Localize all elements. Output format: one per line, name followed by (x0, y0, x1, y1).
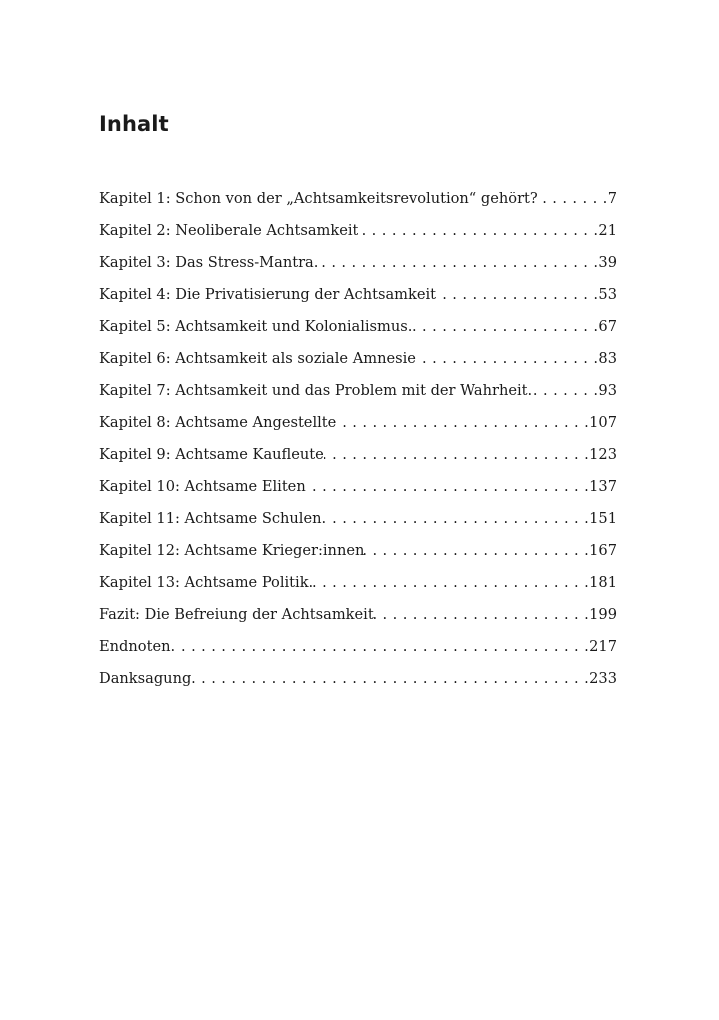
toc-dot-leader (538, 192, 608, 207)
toc-entry-page-number: 83 (598, 349, 617, 367)
toc-entry[interactable] (99, 398, 617, 430)
toc-entry-title: Endnoten. (99, 639, 176, 655)
toc-entry[interactable] (99, 238, 617, 270)
toc-entry-page-number: 217 (589, 637, 617, 655)
toc-dot-leader (191, 672, 589, 687)
toc-entry-page-number: 181 (589, 573, 617, 591)
toc-entry[interactable] (99, 366, 617, 398)
toc-entry-title: Kapitel 12: Achtsame Krieger:innen (99, 543, 365, 559)
toc-entry-title: Kapitel 3: Das Stress-Mantra. (99, 255, 319, 271)
toc-entry-page-number: 151 (589, 509, 617, 527)
toc-dot-leader (318, 256, 598, 271)
toc-entry-title: Danksagung (99, 671, 192, 687)
toc-entry-title: Kapitel 7: Achtsamkeit und das Problem mit der Wahrheit. (99, 383, 533, 399)
toc-dot-leader (374, 608, 589, 623)
toc-dot-leader (358, 224, 598, 239)
toc-entry-title: Kapitel 10: Achtsame Eliten (99, 479, 306, 495)
toc-entry[interactable] (99, 494, 617, 526)
toc-entry-title: Kapitel 13: Achtsame Politik. (99, 575, 314, 591)
toc-entry[interactable] (99, 206, 617, 238)
toc-entry-page-number: 39 (598, 253, 617, 271)
toc-entry[interactable] (99, 462, 617, 494)
toc-entry[interactable] (99, 430, 617, 462)
toc-entry[interactable] (99, 622, 617, 654)
toc-content (99, 112, 617, 686)
toc-dot-leader (416, 352, 599, 367)
toc-entry-page-number: 53 (598, 285, 617, 303)
toc-entry[interactable] (99, 270, 617, 302)
toc-entry-page-number: 67 (598, 317, 617, 335)
toc-dot-leader (532, 384, 598, 399)
toc-entry-title: Kapitel 6: Achtsamkeit als soziale Amnesie (99, 351, 416, 367)
toc-dot-leader (324, 448, 589, 463)
toc-entry[interactable] (99, 654, 617, 686)
toc-entry-title: Fazit: Die Befreiung der Achtsamkeit (99, 607, 374, 623)
toc-entry-page-number: 199 (589, 605, 617, 623)
toc-entry[interactable] (99, 526, 617, 558)
toc-dot-leader (336, 416, 589, 431)
toc-entry[interactable] (99, 174, 617, 206)
toc-dot-leader (364, 544, 589, 559)
toc-entry-page-number: 21 (598, 221, 617, 239)
toc-entry[interactable] (99, 334, 617, 366)
toc-entry[interactable] (99, 302, 617, 334)
toc-entry-page-number: 107 (589, 413, 617, 431)
toc-dot-leader (436, 288, 598, 303)
toc-entry-title: Kapitel 9: Achtsame Kaufleute (99, 447, 324, 463)
toc-entry-page-number: 233 (589, 669, 617, 687)
toc-dot-leader (326, 512, 589, 527)
toc-entry-title: Kapitel 5: Achtsamkeit und Kolonialismus. (99, 319, 413, 335)
toc-entry-title: Kapitel 2: Neoliberale Achtsamkeit (99, 223, 359, 239)
toc-dot-leader (313, 576, 589, 591)
page-title: Inhalt (99, 112, 169, 136)
toc-entry-title: Kapitel 1: Schon von der „Achtsamkeitsrevolution“ gehört? (99, 191, 538, 207)
toc-entry-page-number: 167 (589, 541, 617, 559)
toc-list (99, 174, 617, 686)
toc-entry-title: Kapitel 8: Achtsame Angestellte (99, 415, 337, 431)
toc-entry-page-number: 7 (607, 189, 617, 207)
toc-entry[interactable] (99, 558, 617, 590)
toc-entry-title: Kapitel 4: Die Privatisierung der Achtsamkeit (99, 287, 437, 303)
toc-entry[interactable] (99, 590, 617, 622)
toc-dot-leader (175, 640, 589, 655)
toc-dot-leader (306, 480, 589, 495)
toc-entry-title: Kapitel 11: Achtsame Schulen. (99, 511, 327, 527)
toc-entry-page-number: 93 (598, 381, 617, 399)
toc-entry-page-number: 137 (589, 477, 617, 495)
toc-dot-leader (412, 320, 598, 335)
toc-entry-page-number: 123 (589, 445, 617, 463)
